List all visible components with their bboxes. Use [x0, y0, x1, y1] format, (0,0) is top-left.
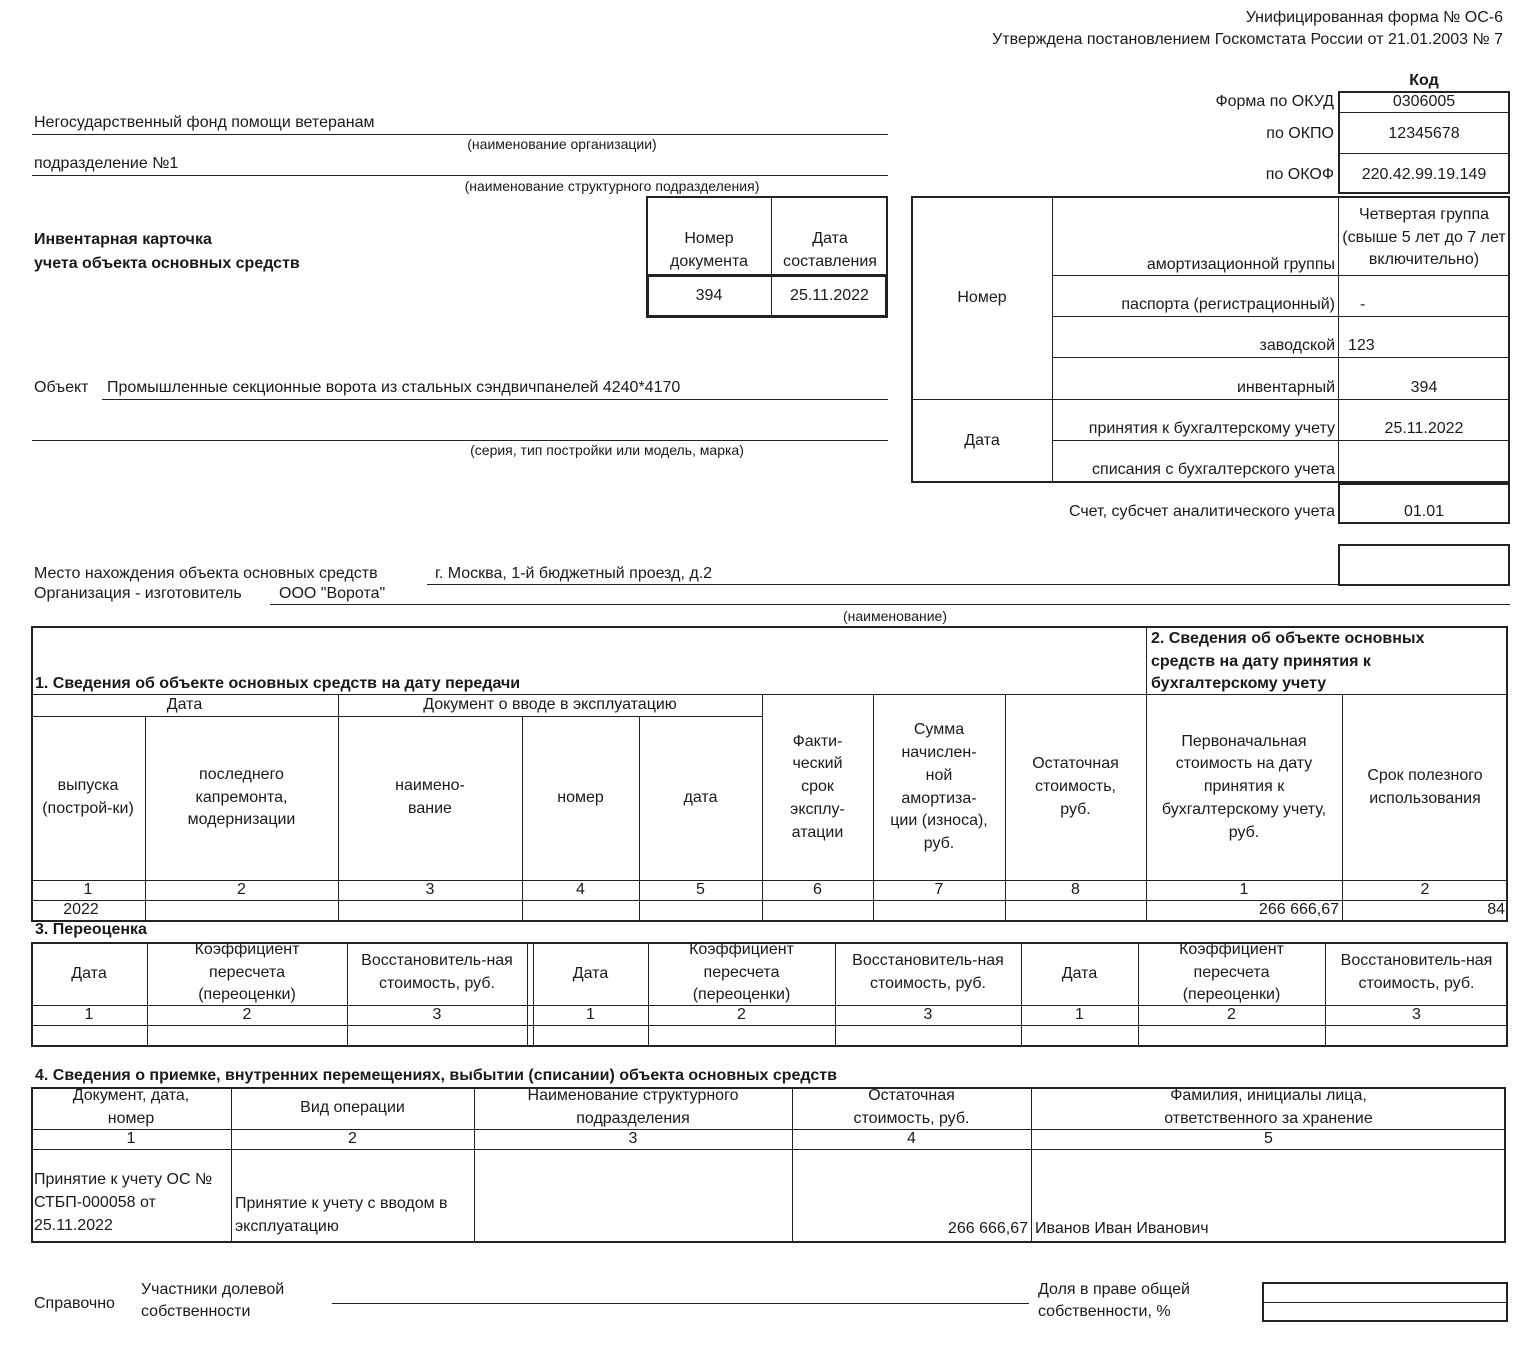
s1-col-name: наимено-вание	[395, 777, 465, 817]
inventory-number-value: 394	[1410, 379, 1438, 396]
object-label: Объект	[34, 379, 89, 396]
s1-num-5: 5	[696, 881, 705, 899]
reference-label: Справочно	[34, 1295, 115, 1312]
s3-g1-date-header: Дата	[71, 964, 107, 982]
s1-value-number	[522, 901, 639, 920]
section2-title: 2. Сведения об объекте основных средств на дату принятия к бухгалтерскому учету	[1151, 630, 1425, 693]
accept-date-label: принятия к бухгалтерскому учету	[1088, 420, 1335, 437]
s3-g3-coef-header: Коэффициент пересчета (переоценки)	[1179, 940, 1284, 1004]
okud-label: Форма по ОКУД	[1215, 93, 1334, 110]
s4-num-5: 5	[1264, 1130, 1273, 1148]
s4-col-residual: Остаточная стоимость, руб.	[853, 1087, 970, 1127]
doc-num-label: Номер документа	[669, 230, 748, 270]
s1-num-7: 7	[934, 881, 944, 899]
maker-label: Организация - изготовитель	[34, 585, 242, 602]
s2-col-initial-cost: Первоначальная стоимость на дату принятия к бухгалтерскому учету, руб.	[1161, 732, 1327, 841]
s3-g2-coef-header: Коэффициент пересчета (переоценки)	[689, 940, 794, 1004]
s4-col-division: Наименование структурного подразделения	[527, 1087, 739, 1127]
okpo-label: по ОКПО	[1266, 125, 1334, 142]
factory-number-value: 123	[1348, 337, 1375, 354]
account-label: Счет, субсчет аналитического учета	[1068, 503, 1335, 520]
date-group-header: Дата	[166, 696, 203, 714]
division-caption: (наименование структурного подразделения)	[464, 178, 760, 194]
s1-col-number: номер	[557, 788, 604, 806]
s1-num-8: 8	[1071, 881, 1080, 899]
okpo-value: 12345678	[1388, 125, 1460, 142]
s4-num-1: 1	[126, 1130, 136, 1148]
form-title: Унифицированная форма № ОС-6	[1245, 9, 1503, 26]
s3-g1-num-1: 1	[84, 1006, 94, 1024]
s2-col-useful-life: Срок полезного использования	[1367, 766, 1483, 807]
org-name: Негосударственный фонд помощи ветеранам	[34, 114, 375, 131]
s1-col-residual: Остаточная стоимость, руб.	[1032, 755, 1119, 818]
s4-num-2: 2	[348, 1130, 357, 1148]
s3-g3-date-header: Дата	[1061, 964, 1098, 982]
s3-g2-date-header: Дата	[572, 964, 609, 982]
accept-date-value: 25.11.2022	[1384, 420, 1464, 437]
okud-value: 0306005	[1392, 93, 1456, 110]
s3-g3-num-2: 2	[1227, 1006, 1236, 1024]
s4-col-operation: Вид операции	[300, 1099, 405, 1117]
s3-g3-num-3: 3	[1412, 1006, 1421, 1024]
passport-value: -	[1360, 296, 1366, 313]
participants-label: Участники долевой собственности	[141, 1280, 285, 1320]
account-value: 01.01	[1403, 503, 1445, 520]
card-title-2: учета объекта основных средств	[34, 255, 300, 272]
s1-value-term	[762, 901, 873, 920]
amort-group-value: Четвертая группа (свыше 5 лет до 7 лет включительно)	[1342, 206, 1506, 269]
s3-g2-num-2: 2	[737, 1006, 746, 1024]
s3-g2-num-3: 3	[923, 1006, 933, 1024]
s1-value-repair	[145, 901, 338, 920]
s2-value-useful-life: 84	[1487, 901, 1505, 919]
maker-value: ООО "Ворота"	[279, 585, 386, 602]
s4-col-responsible: Фамилия, инициалы лица, ответственного за хранение	[1164, 1087, 1373, 1127]
s1-value-name	[338, 901, 522, 920]
share-label: Доля в праве общей собственности, %	[1038, 1280, 1190, 1320]
s1-value-residual	[1005, 901, 1146, 920]
s3-g1-num-2: 2	[242, 1006, 252, 1024]
s1-num-2: 2	[237, 881, 246, 899]
date-label: Дата	[964, 431, 1000, 449]
s3-g1-restored-header: Восстановитель-ная стоимость, руб.	[361, 952, 513, 992]
s3-g1-num-3: 3	[432, 1006, 442, 1024]
inventory-number-label: инвентарный	[1236, 379, 1335, 396]
code-header: Код	[1409, 72, 1439, 89]
doc-date-value: 25.11.2022	[790, 286, 869, 304]
s1-value-date	[639, 901, 762, 920]
s4-row-residual: 266 666,67	[947, 1219, 1028, 1237]
s4-num-4: 4	[907, 1130, 916, 1148]
doc-num-value: 394	[695, 286, 723, 304]
location-value: г. Москва, 1-й бюджетный проезд, д.2	[435, 565, 713, 582]
s4-num-3: 3	[628, 1130, 638, 1148]
s3-g3-restored-header: Восстановитель-ная стоимость, руб.	[1340, 952, 1493, 992]
okof-value: 220.42.99.19.149	[1361, 166, 1487, 183]
s3-g1-coef-header: Коэффициент пересчета (переоценки)	[194, 940, 300, 1004]
doc-date-label: Дата составления	[783, 230, 877, 270]
division-name: подразделение №1	[34, 155, 179, 172]
s2-value-initial-cost: 266 666,67	[1258, 901, 1339, 919]
s4-row-operation: Принятие к учету с вводом в эксплуатацию	[235, 1195, 448, 1236]
maker-caption: (наименование)	[843, 608, 947, 624]
writeoff-date-label: списания с бухгалтерского учета	[1092, 461, 1335, 478]
s4-col-document: Документ, дата, номер	[72, 1087, 190, 1127]
s4-row-person: Иванов Иван Иванович	[1035, 1219, 1209, 1237]
number-label: Номер	[957, 288, 1007, 306]
s3-g2-restored-header: Восстановитель-ная стоимость, руб.	[852, 952, 1004, 992]
s1-num-6: 6	[813, 881, 822, 899]
object-caption: (серия, тип постройки или модель, марка)	[470, 442, 744, 458]
s3-g2-num-1: 1	[586, 1006, 595, 1024]
s1-col-repair: последнего капремонта, модернизации	[187, 765, 296, 829]
section3-title: 3. Переоценка	[35, 921, 147, 938]
section4-title: 4. Сведения о приемке, внутренних перемещениях, выбытии (списании) объекта основных средств	[35, 1067, 837, 1084]
org-name-caption: (наименование организации)	[467, 136, 657, 152]
s4-row-document: Принятие к учету ОС № СТБП-000058 от 25.11.2022	[34, 1171, 213, 1235]
doc-group-header: Документ о вводе в эксплуатацию	[423, 696, 677, 714]
s1-value-release: 2022	[63, 901, 99, 919]
s4-row-division	[475, 1192, 793, 1242]
s1-col-release: выпуска (построй-ки)	[42, 777, 134, 817]
s1-num-4: 4	[576, 881, 585, 899]
amort-group-label: амортизационной группы	[1146, 256, 1335, 273]
s1-col-actual-term: Факти-ческий срок эксплу-атации	[790, 732, 845, 841]
s1-col-depreciation: Сумма начислен-ной амортиза-ции (износа), руб.	[890, 721, 988, 852]
section1-title: 1. Сведения об объекте основных средств на дату передачи	[35, 675, 521, 692]
s1-col-date: дата	[683, 788, 718, 806]
s1-num-3: 3	[425, 881, 435, 899]
okof-label: по ОКОФ	[1265, 166, 1334, 183]
factory-number-label: заводской	[1259, 337, 1335, 354]
approval-note: Утверждена постановлением Госкомстата России от 21.01.2003 № 7	[992, 31, 1503, 48]
location-code-box	[1338, 544, 1510, 586]
s2-num-2: 2	[1420, 881, 1430, 899]
location-label: Место нахождения объекта основных средств	[34, 565, 378, 582]
card-title-1: Инвентарная карточка	[34, 231, 212, 248]
object-value: Промышленные секционные ворота из стальных сэндвичпанелей 4240*4170	[107, 379, 681, 396]
s3-g3-num-1: 1	[1075, 1006, 1084, 1024]
s1-value-depreciation	[873, 901, 1005, 920]
s2-num-1: 1	[1239, 881, 1249, 899]
s1-num-1: 1	[83, 881, 93, 899]
passport-label: паспорта (регистрационный)	[1121, 296, 1335, 313]
